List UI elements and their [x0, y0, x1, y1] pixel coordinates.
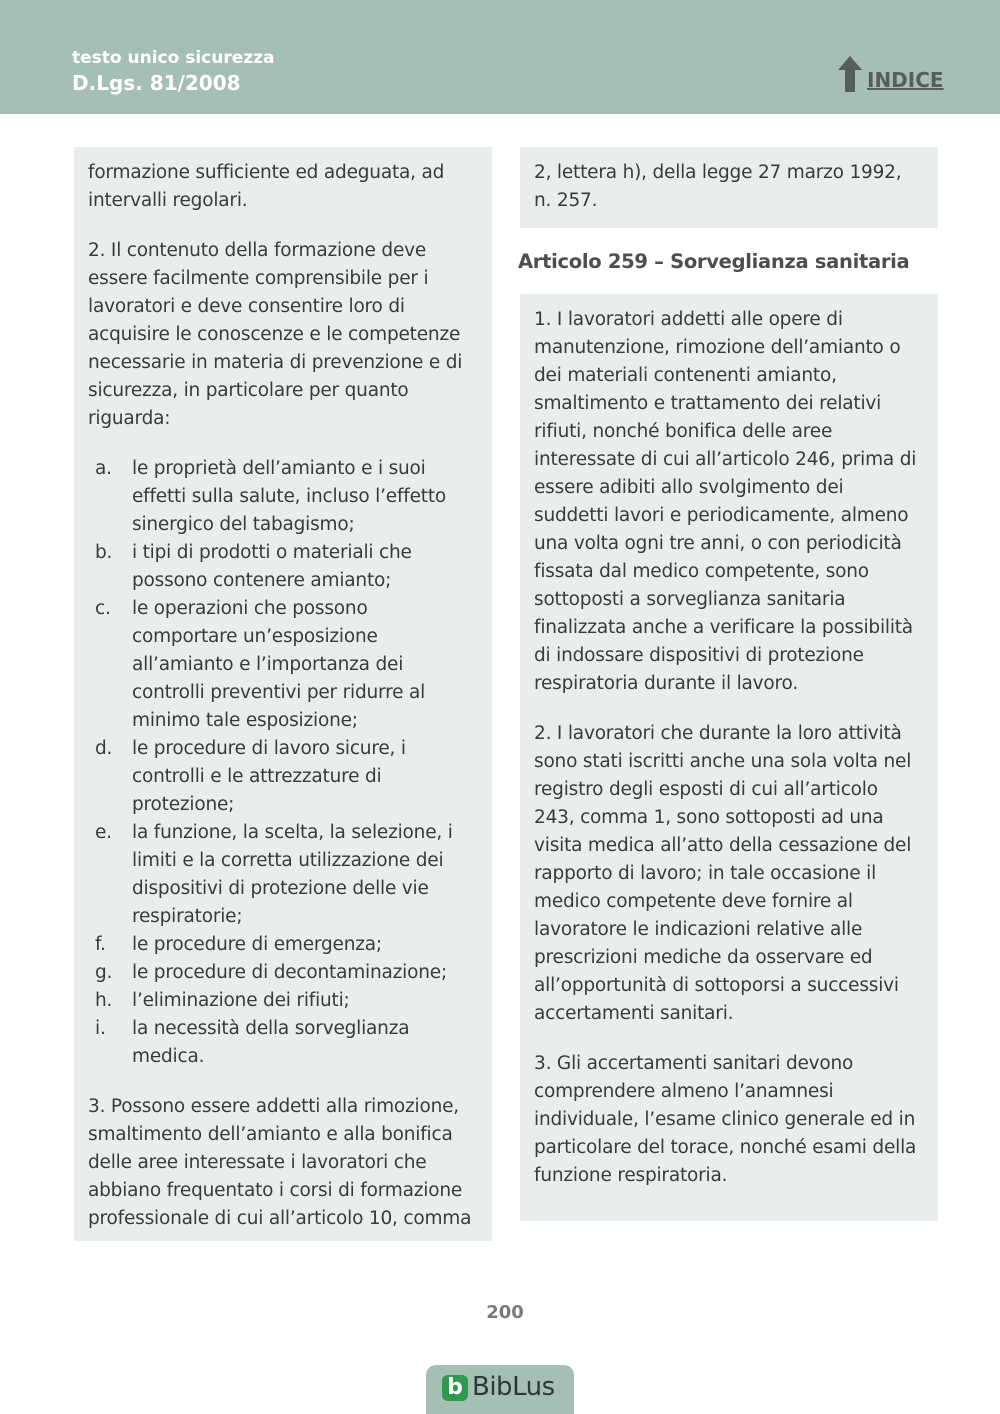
biblus-brand-name: BibLus: [472, 1372, 555, 1402]
list-item: [88, 595, 476, 735]
document-title-line2: D.Lgs. 81/2008: [72, 71, 241, 95]
list-item-text: l’eliminazione dei rifiuti;: [132, 990, 350, 1011]
list-item-text: le proprietà dell’amianto e i suoi effetti sulla salute, incluso l’effetto sinergico del tabagismo;: [132, 458, 446, 535]
paragraph-2: 2. Il contenuto della formazione deve essere facilmente comprensibile per i lavoratori e deve consentire loro di acquisire le conoscenze e le competenze necessarie in materia di prevenzione e di sicurezza, in particolare per quanto riguarda:: [88, 240, 463, 429]
paragraph-3: 3. Possono essere addetti alla rimozione, smaltimento dell’amianto e alla bonifica delle aree interessate i lavoratori che abbiano frequentato i corsi di formazione professionale di cui all’articolo 10, comma: [88, 1096, 472, 1229]
article-heading: Articolo 259 – Sorveglianza sanitaria: [518, 250, 910, 273]
document-title: [72, 46, 275, 96]
continuation-text: 2, lettera h), della legge 27 marzo 1992, n. 257.: [534, 162, 902, 211]
list-marker: c.: [95, 598, 111, 619]
intro-paragraph: formazione sufficiente ed adeguata, ad intervalli regolari.: [88, 162, 445, 211]
list-item-text: le procedure di decontaminazione;: [132, 962, 447, 983]
list-marker: a.: [95, 458, 112, 479]
training-topics-list: [88, 455, 476, 1071]
biblus-b-icon: b: [442, 1375, 468, 1401]
list-item: [88, 959, 476, 987]
list-item: [88, 735, 476, 819]
list-marker: g.: [95, 962, 113, 983]
list-item: [88, 987, 476, 1015]
left-text-box: [74, 147, 492, 1241]
continuation-box: [520, 147, 938, 228]
list-item: [88, 931, 476, 959]
list-marker: i.: [95, 1018, 106, 1039]
list-item-text: le procedure di emergenza;: [132, 934, 382, 955]
document-title-line1: testo unico sicurezza: [72, 48, 275, 68]
page-header: [0, 0, 1000, 114]
list-item-text: le procedure di lavoro sicure, i controlli e le attrezzature di protezione;: [132, 738, 406, 815]
arrow-up-icon: [836, 56, 864, 94]
index-link[interactable]: [836, 56, 946, 96]
list-marker: f.: [95, 934, 106, 955]
article-paragraph-1: 1. I lavoratori addetti alle opere di manutenzione, rimozione dell’amianto o dei materiali contenenti amianto, smaltimento e trattamento dei relativi rifiuti, nonché bonifica delle aree interessate di cui all’articolo 246, prima di essere adibiti allo svolgimento dei suddetti lavori e periodicamente, almeno una volta ogni tre anni, o con periodicità fissata dal medico competente, sono sottoposti a sorveglianza sanitaria finalizzata anche a verificare la possibilità di indossare dispositivi di protezione respiratoria durante il lavoro.: [534, 309, 917, 694]
list-marker: b.: [95, 542, 113, 563]
list-marker: e.: [95, 822, 112, 843]
page-number: 200: [486, 1302, 524, 1323]
list-marker: h.: [95, 990, 113, 1011]
biblus-logo[interactable]: [426, 1365, 574, 1414]
article-paragraph-2: 2. I lavoratori che durante la loro attività sono stati iscritti anche una sola volta nel registro degli esposti di cui all’articolo 243, comma 1, sono sottoposti ad una visita medica all’atto della cessazione del rapporto di lavoro; in tale occasione il medico competente deve fornire al lavoratore le indicazioni relative alle prescrizioni mediche da osservare ed all’opportunità di sottoporsi a successivi accertamenti sanitari.: [534, 723, 912, 1024]
list-marker: d.: [95, 738, 113, 759]
list-item-text: la necessità della sorveglianza medica.: [132, 1018, 410, 1067]
list-item-text: i tipi di prodotti o materiali che possono contenere amianto;: [132, 542, 412, 591]
list-item: [88, 819, 476, 931]
article-259-box: [520, 294, 938, 1221]
index-label: INDICE: [867, 68, 944, 92]
list-item: [88, 455, 476, 539]
list-item-text: la funzione, la scelta, la selezione, i limiti e la corretta utilizzazione dei dispositivi di protezione delle vie respiratorie;: [132, 822, 453, 927]
list-item-text: le operazioni che possono comportare un’esposizione all’amianto e l’importanza dei controlli preventivi per ridurre al minimo tale esposizione;: [132, 598, 426, 731]
list-item: [88, 1015, 476, 1071]
article-paragraph-3: 3. Gli accertamenti sanitari devono comprendere almeno l’anamnesi individuale, l’esame clinico generale ed in particolare del torace, nonché esami della funzione respiratoria.: [534, 1053, 917, 1186]
list-item: [88, 539, 476, 595]
